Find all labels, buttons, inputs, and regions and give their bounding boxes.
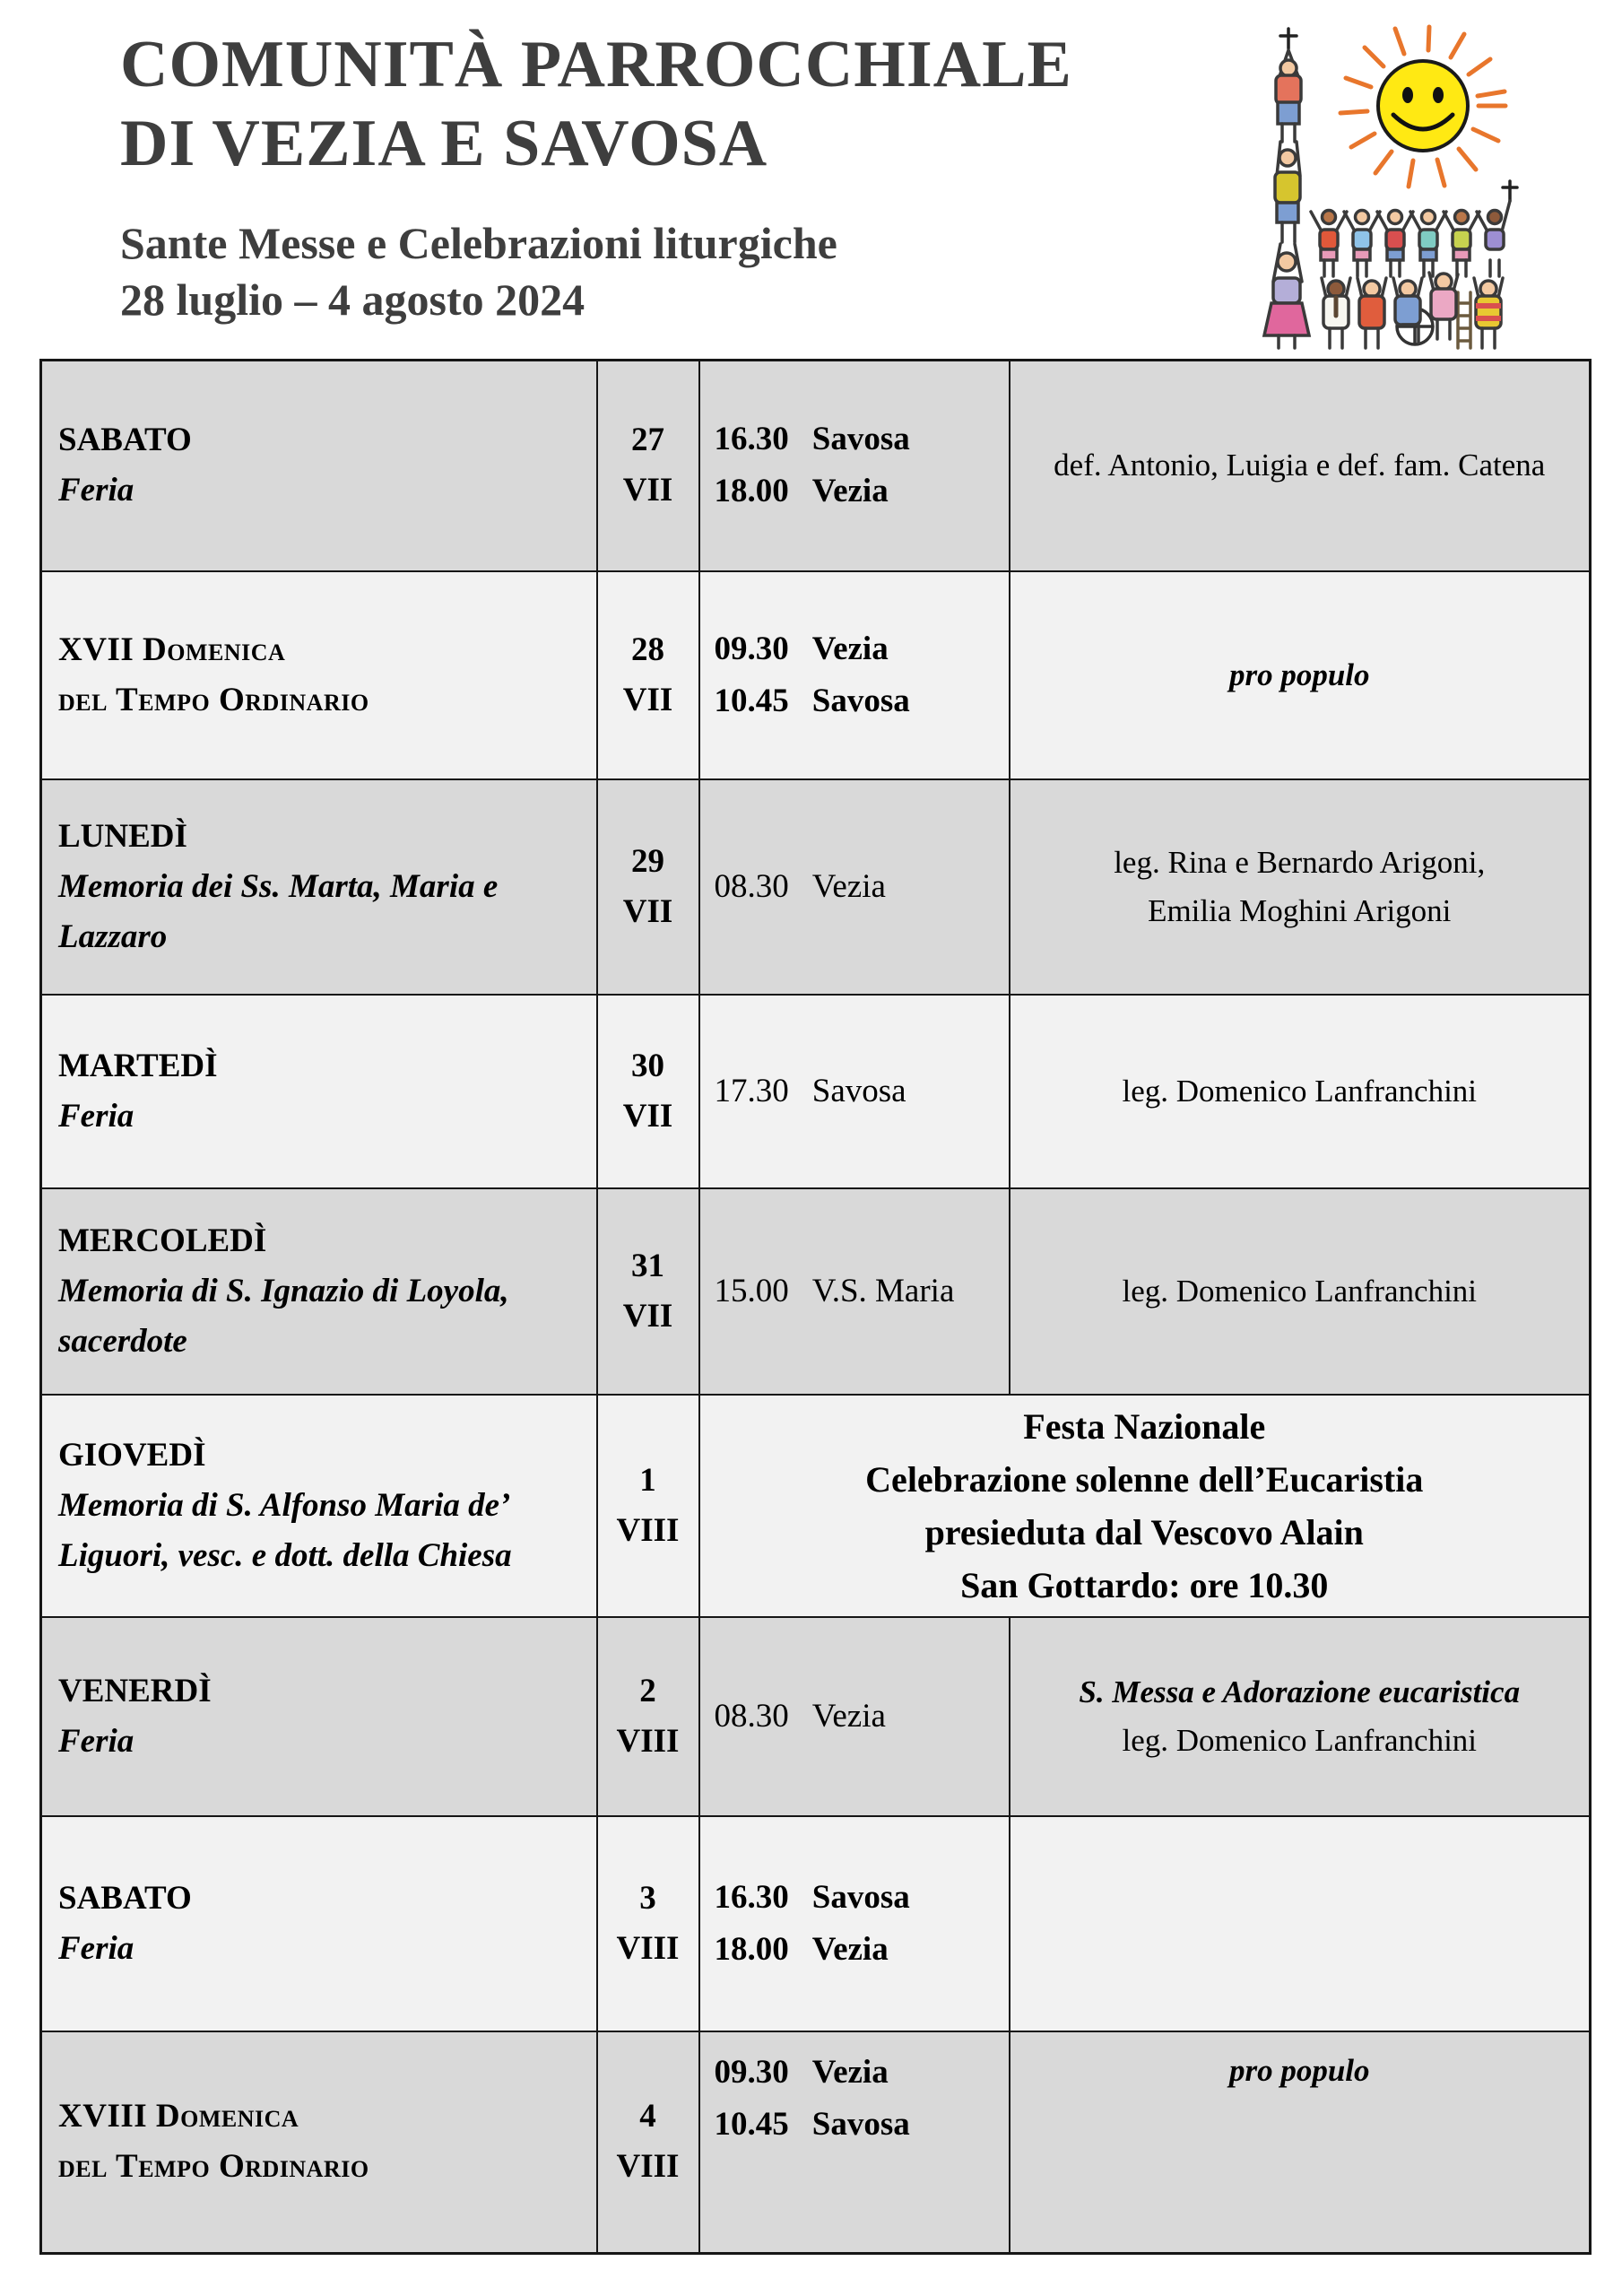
day-cell	[41, 2031, 597, 2254]
date-day: 3	[639, 1879, 656, 1917]
intention-line: def. Antonio, Luigia e def. fam. Catena	[1054, 448, 1546, 483]
intention-line: leg. Domenico Lanfranchini	[1122, 1073, 1478, 1109]
intention-cell	[1010, 779, 1591, 995]
date-cell	[597, 1816, 699, 2031]
feast-label: Memoria dei Ss. Marta, Maria e Lazzaro	[58, 867, 499, 955]
sun-icon	[1340, 27, 1505, 187]
feast-label: Memoria di S. Ignazio di Loyola, sacerdote	[58, 1272, 509, 1360]
mass-time: 16.30 Savosa	[714, 421, 910, 458]
times-cell	[699, 995, 1010, 1188]
times-cell	[699, 361, 1010, 571]
day-name: MARTEDÌ	[58, 1047, 218, 1084]
fest-line: presieduta dal Vescovo Alain	[924, 1511, 1364, 1552]
times-cell	[699, 571, 1010, 779]
feast-label: Memoria di S. Alfonso Maria de’ Liguori, vesc. e dott. della Chiesa	[58, 1486, 512, 1574]
date-cell	[597, 995, 699, 1188]
intention-cell	[1010, 1816, 1591, 2031]
day-name: SABATO	[58, 422, 192, 459]
intention-line: leg. Domenico Lanfranchini	[1122, 1273, 1478, 1309]
intention-cell	[1010, 571, 1591, 779]
intention-cell	[1010, 361, 1591, 571]
times-cell	[699, 1188, 1010, 1395]
times-cell	[699, 1617, 1010, 1816]
day-name: SABATO	[58, 1879, 192, 1917]
date-cell	[597, 1188, 699, 1395]
date-month: VIII	[616, 2148, 680, 2186]
date-day: 1	[639, 1461, 656, 1499]
fest-line: Celebrazione solenne dell’Eucaristia	[865, 1458, 1424, 1500]
intention-line: S. Messa e Adorazione eucaristica	[1079, 1674, 1521, 1709]
feast-label: Feria	[58, 1929, 134, 1967]
intention-line: Emilia Moghini Arigoni	[1148, 892, 1452, 928]
day-name: MERCOLEDÌ	[58, 1222, 267, 1259]
times-cell	[699, 2031, 1010, 2254]
date-cell	[597, 1617, 699, 1816]
times-cell	[699, 779, 1010, 995]
table-row-mercoledi-31	[41, 1188, 1591, 1395]
table-row-domenica-28	[41, 571, 1591, 779]
mass-time: 10.45 Savosa	[714, 682, 910, 719]
feast-label: Feria	[58, 1722, 134, 1760]
page-title-line1: COMUNITÀ PARROCCHIALE	[120, 28, 1072, 101]
date-day: 31	[631, 1247, 664, 1284]
date-cell	[597, 1395, 699, 1617]
date-day: 30	[631, 1047, 664, 1084]
day-cell	[41, 779, 597, 995]
mass-time: 15.00 V.S. Maria	[714, 1272, 955, 1309]
day-cell	[41, 1395, 597, 1617]
table-row-lunedi-29	[41, 779, 1591, 995]
mass-time: 18.00 Vezia	[714, 473, 889, 510]
date-cell	[597, 361, 699, 571]
date-month: VII	[622, 1097, 673, 1135]
date-month: VII	[622, 472, 673, 509]
schedule-table	[39, 359, 1592, 2255]
intention-line: pro populo	[1228, 2052, 1370, 2088]
date-day: 29	[631, 842, 664, 880]
fest-line: San Gottardo: ore 10.30	[960, 1564, 1329, 1605]
festa-nazionale-cell	[699, 1395, 1591, 1617]
day-name: XVIII Domenica	[58, 2098, 299, 2135]
mass-time: 08.30 Vezia	[714, 867, 886, 905]
day-name: VENERDÌ	[58, 1672, 212, 1709]
date-day: 27	[631, 422, 664, 459]
date-day: 4	[639, 2098, 656, 2135]
day-cell	[41, 1188, 597, 1395]
date-cell	[597, 2031, 699, 2254]
day-name: GIOVEDÌ	[58, 1436, 206, 1474]
day-name: LUNEDÌ	[58, 817, 187, 855]
day-cell	[41, 571, 597, 779]
date-month: VIII	[616, 1511, 680, 1549]
table-row-venerdi-2	[41, 1617, 1591, 1816]
mass-time: 09.30 Vezia	[714, 630, 889, 667]
date-month: VII	[622, 892, 673, 930]
day-cell	[41, 1816, 597, 2031]
mass-time: 16.30 Savosa	[714, 1878, 910, 1916]
subtitle-line1: Sante Messe e Celebrazioni liturgiche	[120, 218, 837, 268]
community-artwork	[1239, 23, 1537, 357]
day-name: XVII Domenica	[58, 631, 286, 668]
subtitle-line2: 28 luglio – 4 agosto 2024	[120, 274, 585, 325]
date-month: VIII	[616, 1929, 680, 1967]
subtitle	[120, 215, 837, 328]
page-title-line2: DI VEZIA E SAVOSA	[120, 107, 768, 180]
day-cell	[41, 995, 597, 1188]
date-day: 28	[631, 631, 664, 668]
feast-label: Feria	[58, 472, 134, 509]
date-month: VIII	[616, 1722, 680, 1760]
mass-time: 08.30 Vezia	[714, 1697, 886, 1735]
intention-line: leg. Domenico Lanfranchini	[1122, 1722, 1478, 1758]
intention-cell	[1010, 1617, 1591, 1816]
mass-time: 10.45 Savosa	[714, 2105, 910, 2143]
page-title	[120, 25, 1072, 183]
intention-line: leg. Rina e Bernardo Arigoni,	[1114, 844, 1486, 880]
date-cell	[597, 571, 699, 779]
date-day: 2	[639, 1672, 656, 1709]
day-name-line2: del Tempo Ordinario	[58, 2148, 369, 2186]
mass-time: 17.30 Savosa	[714, 1072, 906, 1109]
date-month: VII	[622, 1297, 673, 1335]
date-cell	[597, 779, 699, 995]
table-row-giovedi-1	[41, 1395, 1591, 1617]
table-row-sabato-27	[41, 361, 1591, 571]
intention-cell	[1010, 995, 1591, 1188]
day-name-line2: del Tempo Ordinario	[58, 681, 369, 718]
mass-time: 18.00 Vezia	[714, 1930, 889, 1968]
table-row-sabato-3	[41, 1816, 1591, 2031]
day-cell	[41, 361, 597, 571]
times-cell	[699, 1816, 1010, 2031]
fest-line: Festa Nazionale	[1023, 1405, 1266, 1447]
feast-label: Feria	[58, 1097, 134, 1135]
intention-cell	[1010, 1188, 1591, 1395]
intention-line: pro populo	[1228, 657, 1370, 692]
intention-cell	[1010, 2031, 1591, 2254]
table-row-domenica-4	[41, 2031, 1591, 2254]
date-month: VII	[622, 681, 673, 718]
table-row-martedi-30	[41, 995, 1591, 1188]
day-cell	[41, 1617, 597, 1816]
mass-time: 09.30 Vezia	[714, 2053, 889, 2091]
